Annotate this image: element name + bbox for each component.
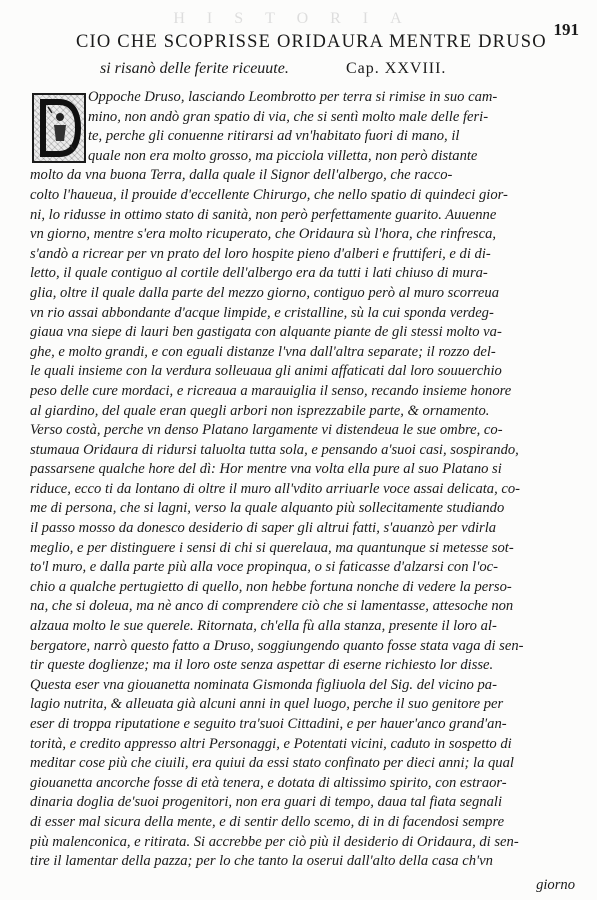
text-line: giaua vna siepe di lauri ben gastigata con alquante piante de gli stessi molto va- (30, 324, 502, 341)
text-line: vn rio assai abbondante d'acque limpide, e cristalline, sù la cui sponda verdeg- (30, 304, 494, 321)
text-line: eser di troppa riputatione e seguito tra'suoi Cittadini, e per hauer'anco grand'an- (30, 716, 507, 732)
text-line: Questa eser vna giouanetta nominata Gismonda figliuola del Sig. del vicino pa- (30, 676, 497, 693)
text-line: peso delle cure mordaci, e ricreaua a marauiglia il senso, recando insieme honore (30, 382, 512, 399)
text-line: te, perche gli conuenne ritirarsi ad vn'habitato fuori di mano, il (88, 128, 460, 145)
text-line: quale non era molto grosso, ma picciola villetta, non però distante (88, 147, 478, 164)
text-line: ghe, e molto grandi, e con eguali distanze l'vna dall'altra separate; il rozzo del- (30, 343, 496, 360)
catchword: giorno (536, 877, 575, 893)
text-line: stumaua Oridaura di ridursi taluolta tutta sola, e pensando a'suoi casi, sospirando, (30, 441, 519, 458)
text-line: dinaria doglia de'suoi progenitori, non era guari di tempo, daua tal fiata segnali (30, 794, 503, 811)
text-line: na, che si doleua, ma nè anco di comprendere ciò che si lamentasse, attesoche non (30, 598, 514, 615)
text-line: to'l muro, e dalla parte più alla voce propinqua, o si faticasse d'alzarsi con l'oc- (30, 559, 498, 576)
text-line: Oppoche Druso, lasciando Leombrotto per terra si rimise in suo cam- (88, 89, 498, 105)
body-text (30, 88, 575, 872)
chapter-subtitle: si risanò delle ferite riceuute. (100, 60, 289, 77)
text-line: tir queste doglienze; ma il loro oste senza aspettar di eserne richiesto lor disse. (30, 657, 494, 674)
text-line: più malenconica, e ritirata. Si accrebbe per ciò più il desiderio di Oridaura, di sen- (30, 833, 519, 850)
text-line: s'andò a ricrear per vn prato del loro hospite pieno d'alberi e fruttiferi, e di di- (30, 245, 491, 262)
decorated-initial-letter: D (40, 149, 48, 160)
text-line: giouanetta ancorche fosse di età tenera, e dotata di altissimo spirito, con estraor- (30, 774, 507, 791)
text-line: alzaua molto le sue querele. Ritornata, ch'ella fù alla stanza, presente il loro al- (30, 618, 497, 635)
text-line: le quali insieme con la verdura solleuaua gli animi affaticati dal loro souuerchio (30, 363, 502, 380)
text-line: ni, lo ridusse in ottimo stato di sanità, non però perfettamente guarito. Auuenne (30, 206, 497, 223)
text-line: il passo mosso da donesco desiderio di saper gli altrui fatti, s'auanzò per vdirla (30, 520, 497, 537)
text-line: chio a qualche pertugietto di quello, non hebbe fortuna nonche di vedere la perso- (30, 578, 512, 595)
text-line: bergatore, narrò questo fatto a Druso, soggiungendo quanto fosse stata vaga di sen- (30, 637, 524, 654)
chapter-subtitle-row (100, 60, 520, 78)
text-line: Verso costà, perche vn denso Platano largamente vi distendeua le sue ombre, co- (30, 422, 503, 439)
text-line: colto l'haueua, il prouide d'eccellente Chirurgo, che nello spatio di quindeci gior- (30, 186, 508, 203)
text-line: di esser mal sicura della mente, e di sentir dello scemo, di in di facendosi sempre (30, 813, 505, 830)
text-line: tire il lamentar della pazza; per lo che tanto la oserui dall'alto della casa ch'vn (30, 853, 493, 870)
text-line: lagio nutrita, & alleuata già alcuni anni in quel luogo, perche il suo genitore per (30, 696, 504, 713)
text-line: molto da vna buona Terra, dalla quale il Signor dell'albergo, che racco- (30, 167, 453, 184)
page-number: 191 (553, 20, 579, 39)
text-line: glia, oltre il quale dalla parte del mezzo giorno, contiguo però al muro scorreua (30, 284, 499, 301)
chapter-number: Cap. XXVIII. (346, 60, 447, 77)
text-line: al giardino, del quale eran quegli arbori non isprezzabile parte, & ornamento. (30, 402, 490, 419)
text-line: meglio, e per distinguere i sensi di chi si querelaua, ma quantunque si metesse sot- (30, 539, 514, 556)
text-line: mino, non andò gran spatio di via, che si sentì molto male delle feri- (88, 108, 489, 125)
text-line: meditar cose più che ciuili, era quiui da essi stato confinato per dieci anni; la qual (30, 755, 514, 772)
text-line: riduce, ecco ti da lontano di oltre il muro all'vdito arriuarle voce assai delicata, co- (30, 480, 521, 497)
chapter-title: CIO CHE SCOPRISSE ORIDAURA MENTRE DRUSO (76, 32, 547, 52)
text-line: torità, e credito appresso altri Personaggi, e Potentati vicini, caduto in sospetto di (30, 735, 512, 752)
bleed-through-text: HISTORIA (173, 10, 424, 27)
text-line: passarsene qualche hore del dì: Hor mentre vna volta ella pure al suo Platano si (30, 461, 502, 478)
text-line: vn giorno, mentre s'era molto ricuperato, che Oridaura sù l'hora, che rinfresca, (30, 226, 497, 243)
text-line: me di persona, che si lagni, verso la quale alquanto più sollecitamente studiando (30, 500, 505, 517)
text-line: letto, il quale contiguo al cortile dell'albergo era da tutti i lati chiuso di mura- (30, 265, 488, 282)
